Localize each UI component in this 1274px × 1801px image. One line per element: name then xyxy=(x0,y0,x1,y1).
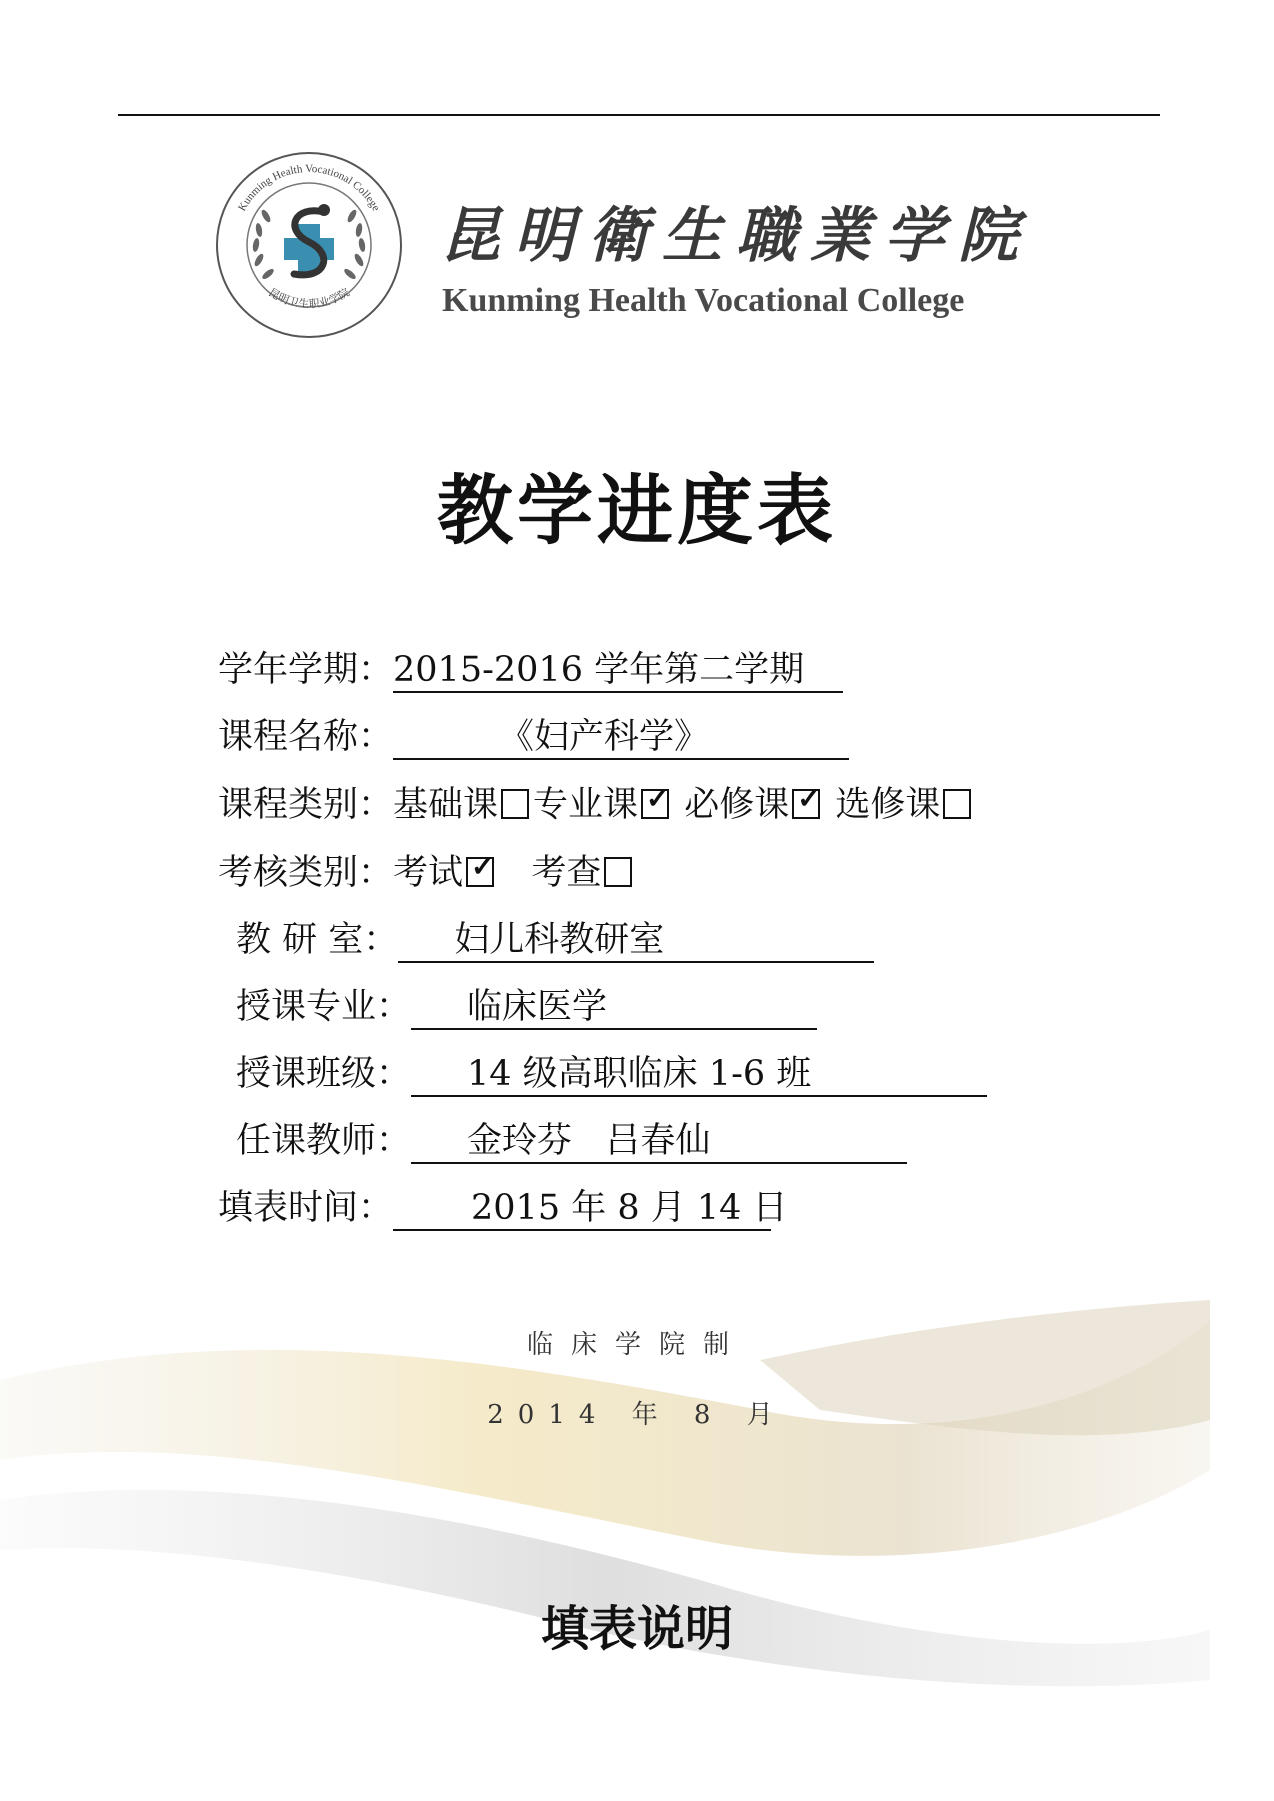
teachers-label: 任课教师： xyxy=(236,1121,412,1161)
option-exam: 考试 xyxy=(393,853,464,893)
option-inspection: 考查 xyxy=(531,853,602,893)
college-seal-logo xyxy=(214,150,404,340)
term-label: 学年学期： xyxy=(218,650,394,690)
class-label: 授课班级： xyxy=(236,1054,412,1094)
fill-date-label: 填表时间： xyxy=(218,1188,394,1228)
footer-maker: 临床学院制 xyxy=(526,1330,747,1360)
college-name-chinese: 昆明衛生職業学院 xyxy=(440,201,1032,271)
footer-date: 2014 年 8 月 xyxy=(487,1400,787,1430)
major-label: 授课专业： xyxy=(236,987,412,1027)
checkbox-elective-course[interactable] xyxy=(943,789,971,819)
course-name-label: 课程名称： xyxy=(218,717,394,757)
instructions-title: 填表说明 xyxy=(540,1601,733,1657)
option-professional-course: 专业课 xyxy=(533,785,639,825)
course-type-label: 课程类别： xyxy=(218,785,394,825)
major-value: 临床医学 xyxy=(411,986,817,1030)
document-title: 教学进度表 xyxy=(437,466,837,555)
term-row xyxy=(218,645,843,695)
option-elective-course: 选修课 xyxy=(835,785,941,825)
term-value: 2015-2016 学年第二学期 xyxy=(393,649,843,693)
major-row xyxy=(236,982,817,1032)
svg-text:Kunming Health Vocational Coll xyxy=(236,163,382,213)
checkbox-required-course[interactable] xyxy=(792,789,820,819)
option-basic-course: 基础课 xyxy=(393,785,499,825)
course-name-row xyxy=(218,712,849,762)
course-name-value: 《妇产科学》 xyxy=(393,716,849,760)
checkbox-exam[interactable] xyxy=(466,857,494,887)
fill-date-row xyxy=(218,1183,788,1233)
course-type-row xyxy=(218,780,975,830)
department-value: 妇儿科教研室 xyxy=(398,919,874,963)
assessment-type-label: 考核类别： xyxy=(218,853,394,893)
college-name-english: Kunming Health Vocational College xyxy=(442,282,965,319)
teachers-value: 金玲芬 吕春仙 xyxy=(411,1120,907,1164)
teachers-row xyxy=(236,1116,907,1166)
top-rule xyxy=(118,114,1160,116)
class-row xyxy=(236,1049,987,1099)
svg-text:昆明卫生职业学院 xyxy=(266,285,352,311)
option-required-course: 必修课 xyxy=(684,785,790,825)
department-row xyxy=(236,915,874,965)
department-label: 教 研 室： xyxy=(236,920,399,960)
seal-ring-text: Kunming Health Vocational College xyxy=(236,162,382,214)
fill-date-value: 2015 年 8 月 14 日 xyxy=(393,1187,771,1231)
class-value: 14 级高职临床 1-6 班 xyxy=(411,1053,987,1097)
assessment-type-row xyxy=(218,848,636,898)
seal-bottom-text: 昆明卫生职业学院 xyxy=(266,285,352,311)
checkbox-inspection[interactable] xyxy=(604,857,632,887)
checkbox-professional-course[interactable] xyxy=(641,789,669,819)
checkbox-basic-course[interactable] xyxy=(501,789,529,819)
